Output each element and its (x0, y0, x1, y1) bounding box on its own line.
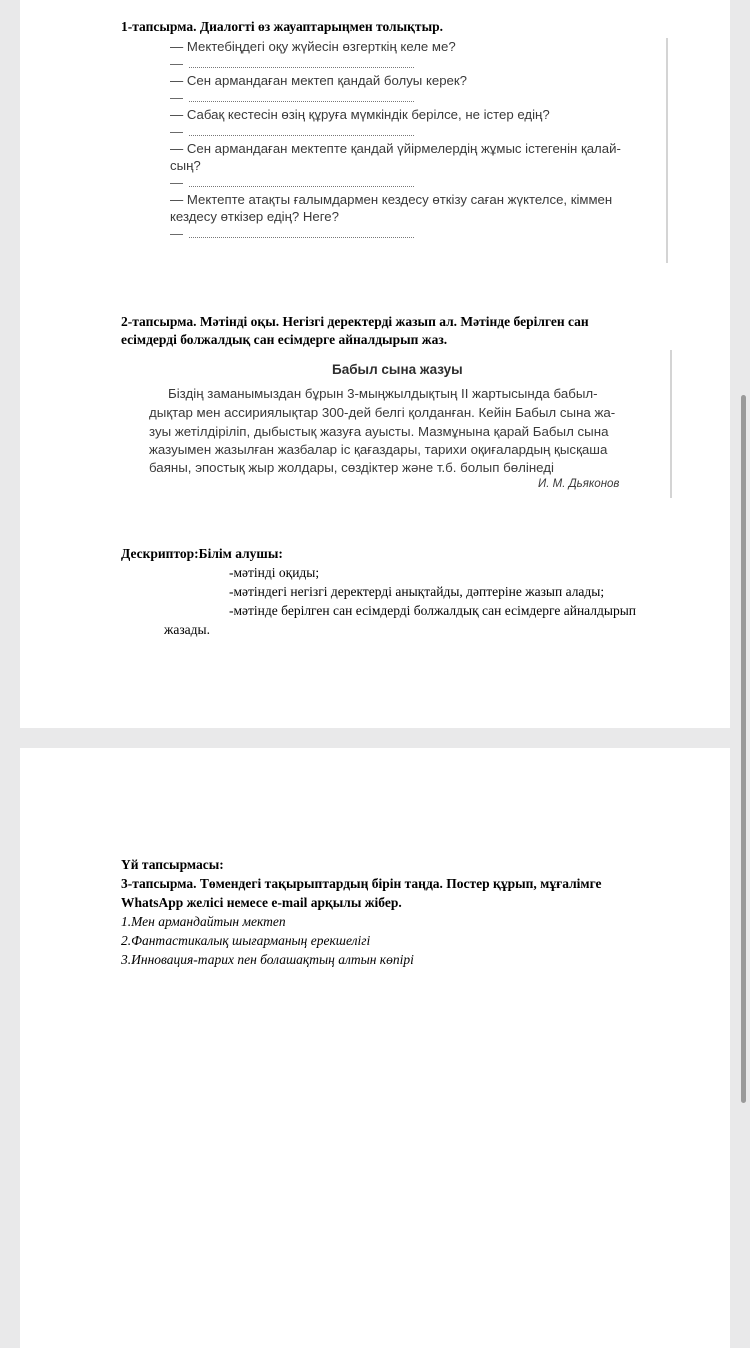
topic-item-1: 1.Мен армандайтын мектеп (121, 914, 286, 929)
descriptor-item-2: -мәтіндегі негізгі деректерді анықтайды, дәптеріне жазып алады; (229, 584, 605, 599)
dash: — (170, 175, 183, 190)
passage-author: И. М. Дьяконов (538, 478, 620, 490)
dotted-line (189, 229, 414, 238)
scan-margin-line (670, 350, 672, 498)
passage-line-4: жазуымен жазылған жазбалар іс қағаздары, тарихи оқиғалардың қысқаша (149, 442, 608, 457)
task3-title-line-1: 3-тапсырма. Төмендегі тақырыптардың бірін таңда. Постер құрып, мұғалімге (121, 876, 602, 891)
dialogue-question-4-line-1: — Сен армандаған мектепте қандай үйірмелердің жұмыс істегенін қалай- (170, 141, 621, 156)
dialogue-question-5-line-2: кездесу өткізер едің? Неге? (170, 209, 339, 224)
dotted-line (189, 178, 414, 187)
passage-line-1: Біздің заманымыздан бұрын 3-мыңжылдықтың ІІ жартысында бабыл- (168, 386, 598, 401)
dash: — (170, 124, 183, 139)
dialogue-question-2: — Сен армандаған мектеп қандай болуы керек? (170, 73, 467, 88)
dialogue-question-1: — Мектебіңдегі оқу жүйесін өзгерткің келе ме? (170, 39, 456, 54)
answer-line-1 (170, 56, 414, 71)
task2-title-line-2: есімдерді болжалдық сан есімдерге айналдырып жаз. (121, 332, 448, 347)
scan-margin-line (666, 38, 668, 263)
document-page-2 (20, 748, 730, 1348)
answer-line-2 (170, 90, 414, 105)
dialogue-question-5-line-1: — Мектепте атақты ғалымдармен кездесу өткізу саған жүктелсе, кіммен (170, 192, 613, 207)
dash: — (170, 90, 183, 105)
passage-line-5: баяны, эпостық жыр жолдары, сөздіктер және т.б. болып бөлінеді (149, 460, 554, 475)
topic-item-2: 2.Фантастикалық шығарманың ерекшелігі (121, 933, 371, 948)
descriptor-title: Дескриптор:Білім алушы: (121, 546, 283, 561)
dotted-line (189, 59, 414, 68)
dotted-line (189, 127, 414, 136)
task1-title: 1-тапсырма. Диалогті өз жауаптарыңмен толықтыр. (121, 19, 443, 34)
scrollbar[interactable] (741, 395, 746, 1103)
dash: — (170, 56, 183, 71)
descriptor-item-1: -мәтінді оқиды; (229, 565, 320, 580)
descriptor-item-3-line-1: -мәтінде берілген сан есімдерді болжалдық сан есімдерге айналдырып (229, 603, 636, 618)
answer-line-5 (170, 226, 414, 241)
passage-title: Бабыл сына жазуы (332, 362, 463, 377)
task2-title-line-1: 2-тапсырма. Мәтінді оқы. Негізгі деректерді жазып ал. Мәтінде берілген сан (121, 314, 589, 329)
dotted-line (189, 93, 414, 102)
dialogue-question-4-line-2: сың? (170, 158, 201, 173)
dialogue-question-3: — Сабақ кестесін өзің құруға мүмкіндік берілсе, не істер едің? (170, 107, 550, 122)
answer-line-3 (170, 124, 414, 139)
document-page-1 (20, 0, 730, 728)
dash: — (170, 226, 183, 241)
topic-item-3: 3.Инновация-тарих пен болашақтың алтын көпірі (121, 952, 414, 967)
answer-line-4 (170, 175, 414, 190)
passage-line-2: дықтар мен ассириялықтар 300-дей белгі қолданған. Кейін Бабыл сына жа- (149, 405, 616, 420)
task3-title-line-2: WhatsApp желісі немесе e-mail арқылы жібер. (121, 895, 402, 910)
homework-title: Үй тапсырмасы: (121, 857, 224, 872)
passage-line-3: зуы жетілдіріліп, дыбыстық жазуға ауысты. Мазмұнына қарай Бабыл сына (149, 424, 609, 439)
descriptor-item-3-line-2: жазады. (164, 622, 210, 637)
